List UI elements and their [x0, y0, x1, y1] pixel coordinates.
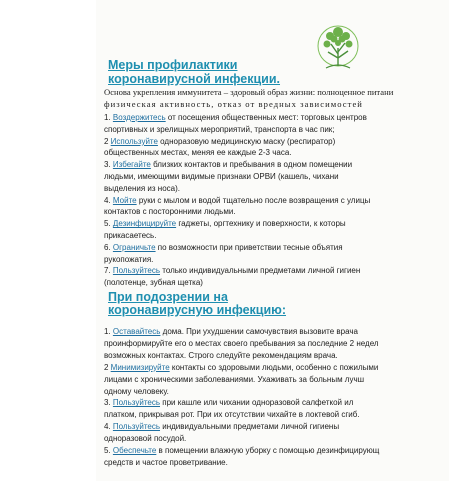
item-text: контактов с посторонними людьми.	[104, 207, 236, 217]
list-line	[104, 196, 449, 205]
list-line	[104, 339, 449, 348]
item-number: 3.	[104, 160, 113, 170]
item-text: возможных контактах. Строго следуйте рекомендациям врача.	[104, 350, 338, 360]
item-text: от посещения общественных мест: торговых центров	[165, 113, 367, 122]
item-number: 1.	[104, 327, 113, 336]
item-number: 3.	[104, 398, 113, 408]
section2-title-line2: коронавирусную инфекцию:	[108, 303, 287, 317]
list-line	[104, 351, 449, 360]
list-line	[104, 243, 449, 252]
item-text: одноразовой посудой.	[104, 434, 187, 444]
list-line	[104, 446, 449, 455]
section1-title-line2: коронавирусной инфекции.	[108, 72, 281, 86]
list-line	[104, 184, 449, 193]
action-keyword: Ограничьте	[112, 242, 156, 252]
item-number: 7.	[104, 266, 113, 276]
list-line	[104, 363, 449, 372]
item-text: людьми, имеющими видимые признаки ОРВИ (кашель, чихани	[104, 172, 339, 181]
item-number: 5.	[104, 446, 113, 455]
list-line	[104, 327, 449, 336]
list-line	[104, 113, 449, 122]
section1-intro-2: физическая активность, отказ от вредных зависимостей	[104, 100, 363, 109]
item-text: платком, прикрывая рот. При их отсутствии чихайте в локтевой сгиб.	[104, 410, 360, 420]
list-line	[104, 160, 449, 169]
list-line	[104, 137, 449, 146]
item-text: прикасаетесь.	[104, 231, 157, 240]
item-text: дома. При ухудшении самочувствия вызовите врача	[160, 327, 358, 336]
item-text: проинформируйте его о местах своего пребывания за последние 2 недел	[104, 338, 379, 348]
list-line	[104, 266, 449, 275]
action-keyword: Пользуйтесь	[112, 266, 161, 276]
action-keyword: Оставайтесь	[112, 327, 161, 336]
item-text: выделения из носа).	[104, 183, 180, 193]
action-keyword: Мойте	[112, 195, 137, 205]
section1-title-line1: Меры профилактики	[108, 58, 238, 72]
item-number: 5.	[104, 219, 113, 229]
action-keyword: Воздержитесь	[112, 113, 166, 122]
item-text: общественных местах, меняя ее каждые 2-3 часа.	[104, 148, 292, 158]
list-line	[104, 219, 449, 228]
list-line	[104, 148, 449, 157]
section1-intro: Основа укрепления иммунитета – здоровый образ жизни: полноценное питани	[104, 88, 394, 97]
item-number: 6.	[104, 242, 113, 252]
list-line	[104, 255, 449, 264]
item-text: близких контактов и пребывания в одном помещении	[150, 160, 353, 170]
item-text: в помещении влажную уборку с помощью дезинфицирующ	[156, 446, 380, 455]
item-text: руки с мылом и водой тщательно после возвращения с улицы	[136, 195, 371, 205]
action-keyword: Пользуйтесь	[112, 398, 161, 408]
item-text: по возможности при приветствии тесные объятия	[155, 242, 343, 252]
list-line	[104, 375, 449, 384]
item-text: одному человеку.	[104, 386, 169, 396]
action-keyword: Обеспечьте	[112, 446, 157, 455]
list-line	[104, 410, 449, 419]
item-text: лицами с хроническими заболеваниями. Ухаживать за больным лучш	[104, 374, 365, 384]
item-text: только индивидуальными предметами личной гигиен	[160, 266, 361, 276]
action-keyword: Пользуйтесь	[112, 422, 161, 432]
action-keyword: Минимизируйте	[110, 362, 170, 372]
item-number: 1.	[104, 113, 113, 122]
item-number: 4.	[104, 422, 113, 432]
action-keyword: Используйте	[110, 136, 158, 146]
item-text: (полотенце, зубная щетка)	[104, 278, 203, 288]
action-keyword: Избегайте	[112, 160, 151, 170]
list-line	[104, 125, 449, 134]
section2-title-line1: При подозрении на	[108, 290, 228, 304]
item-text: рукопожатия.	[104, 254, 154, 264]
list-line	[104, 398, 449, 407]
tree-heart-logo-icon	[316, 22, 360, 74]
list-line	[104, 422, 449, 431]
item-text: индивидуальными предметами личной гигиены	[160, 422, 340, 432]
item-text: контакты со здоровыми людьми, особенно с пожилыми	[169, 362, 379, 372]
item-text: при кашле или чихании одноразовой салфеткой ил	[160, 398, 354, 408]
list-line	[104, 458, 449, 467]
action-keyword: Дезинфицируйте	[112, 219, 177, 229]
list-line	[104, 434, 449, 443]
list-line	[104, 278, 449, 287]
item-text: средств и частое проветривание.	[104, 457, 228, 467]
list-line	[104, 387, 449, 396]
item-number: 2	[104, 362, 111, 372]
item-text: одноразовую медицинскую маску (респиратор)	[157, 136, 336, 146]
list-line	[104, 207, 449, 216]
item-number: 2	[104, 136, 111, 146]
item-text: спортивных и зрелищных мероприятий, транспорта в час пик;	[104, 124, 335, 134]
item-text: гаджеты, оргтехнику и поверхности, к которы	[176, 219, 346, 229]
item-number: 4.	[104, 195, 113, 205]
list-line	[104, 231, 449, 240]
list-line	[104, 172, 449, 181]
